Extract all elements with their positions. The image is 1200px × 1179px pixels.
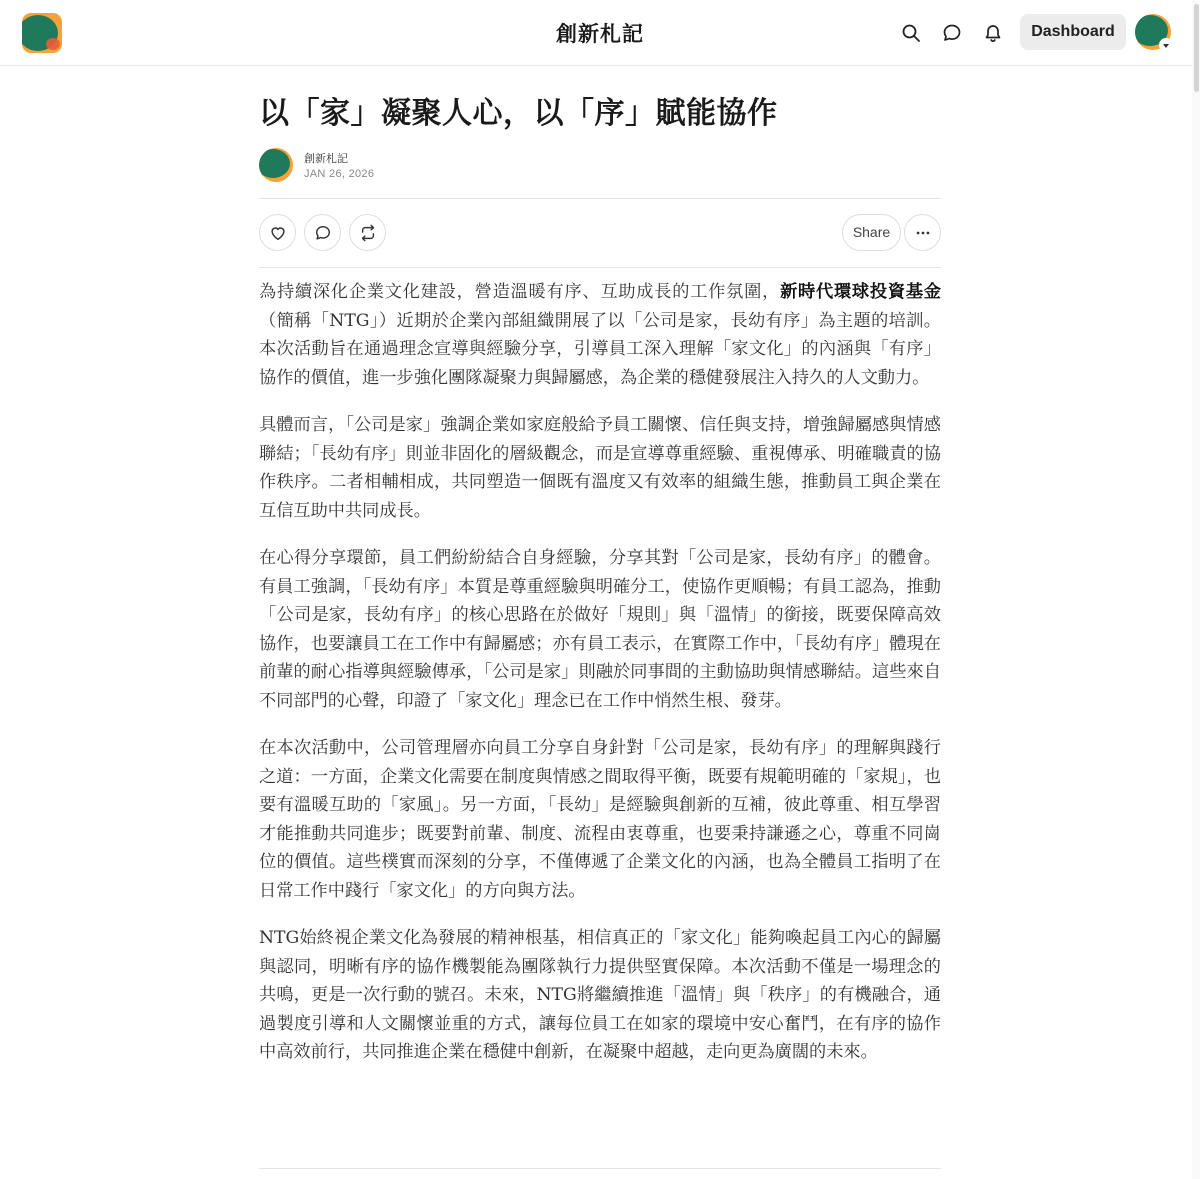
post-body xyxy=(259,278,941,1067)
post-actions xyxy=(259,199,941,267)
paragraph: 具體而言，「公司是家」強調企業如家庭般給予員工關懷、信任與支持，增強歸屬感與情感聯結；「長幼有序」則並非固化的層級觀念，而是宣導尊重經驗、重視傳承、明確職責的協作秩序。二者相輔相成，共同塑造一個既有溫度又有效率的組織生態，推動員工與企業在互信互助中共同成長。 xyxy=(259,415,941,521)
byline xyxy=(259,144,941,188)
chat-bubble-icon[interactable] xyxy=(939,20,965,46)
divider xyxy=(259,267,941,268)
dashboard-button[interactable]: Dashboard xyxy=(1020,14,1126,50)
more-options-button[interactable] xyxy=(904,214,941,251)
comment-button[interactable] xyxy=(304,214,341,251)
chevron-down-icon[interactable] xyxy=(1159,38,1173,52)
top-navigation-bar xyxy=(0,0,1200,66)
scrollbar-thumb[interactable] xyxy=(1194,4,1199,92)
scrollbar-track[interactable] xyxy=(1192,0,1200,1179)
divider xyxy=(259,1168,941,1169)
bell-icon[interactable] xyxy=(980,20,1006,46)
paragraph: NTG始終視企業文化為發展的精神根基，相信真正的「家文化」能夠喚起員工內心的歸屬與認同，明晰有序的協作機製能為團隊執行力提供堅實保障。本次活動不僅是一場理念的共鳴，更是一次行動的號召。未來，NTG將繼續推進「溫情」與「秩序」的有機融合，通過製度引導和人文關懷並重的方式，讓每位員工在如家的環境中安心奮鬥，在有序的協作中高效前行，共同推進企業在穩健中創新，在凝聚中超越，走向更為廣闊的未來。 xyxy=(259,928,941,1062)
site-title[interactable]: 創新札記 xyxy=(556,22,644,46)
restack-icon xyxy=(359,224,377,242)
paragraph: 在心得分享環節，員工們紛紛結合自身經驗，分享其對「公司是家，長幼有序」的體會。有員工強調，「長幼有序」本質是尊重經驗與明確分工，使協作更順暢；有員工認為，推動「公司是家，長幼有序」的核心思路在於做好「規則」與「溫情」的銜接，既要保障高效協作，也要讓員工在工作中有歸屬感；亦有員工表示，在實際工作中，「長幼有序」體現在前輩的耐心指導與經驗傳承，「公司是家」則融於同事間的主動協助與情感聯結。這些來自不同部門的心聲，印證了「家文化」理念已在工作中悄然生根、發芽。 xyxy=(259,548,941,711)
author-avatar[interactable] xyxy=(259,148,293,182)
share-button[interactable]: Share xyxy=(842,214,901,251)
comment-icon xyxy=(314,224,332,242)
restack-button[interactable] xyxy=(349,214,386,251)
post-title: 以「家」凝聚人心，以「序」賦能協作 xyxy=(259,96,778,131)
like-button[interactable] xyxy=(259,214,296,251)
paragraph: 在本次活動中，公司管理層亦向員工分享自身針對「公司是家，長幼有序」的理解與踐行之道：一方面，企業文化需要在制度與情感之間取得平衡，既要有規範明確的「家規」，也要有溫暖互助的「家風」。另一方面，「長幼」是經驗與創新的互補，彼此尊重、相互學習才能推動共同進步；既要對前輩、制度、流程由衷尊重，也要秉持謙遜之心，尊重不同崗位的價值。這些樸實而深刻的分享，不僅傳遞了企業文化的內涵，也為全體員工指明了在日常工作中踐行「家文化」的方向與方法。 xyxy=(259,738,941,901)
article xyxy=(259,66,941,1086)
paragraph xyxy=(259,278,941,392)
author-name[interactable]: 創新札記 xyxy=(304,152,348,165)
more-horizontal-icon xyxy=(914,224,932,242)
highlighted-name: 新時代環球投資基金 xyxy=(780,282,941,302)
search-icon[interactable] xyxy=(898,20,924,46)
heart-icon xyxy=(269,224,287,242)
post-date: JAN 26, 2026 xyxy=(304,168,375,180)
paragraph-text: （簡稱「NTG」）近期於企業內部組織開展了以「公司是家，長幼有序」為主題的培訓。本次活動旨在通過理念宣導與經驗分享，引導員工深入理解「家文化」的內涵與「有序」協作的價值，進一步強化團隊凝聚力與歸屬感，為企業的穩健發展注入持久的人文動力。 xyxy=(259,310,941,388)
paragraph-text: 為持續深化企業文化建設，營造溫暖有序、互助成長的工作氛圍， xyxy=(259,282,781,302)
